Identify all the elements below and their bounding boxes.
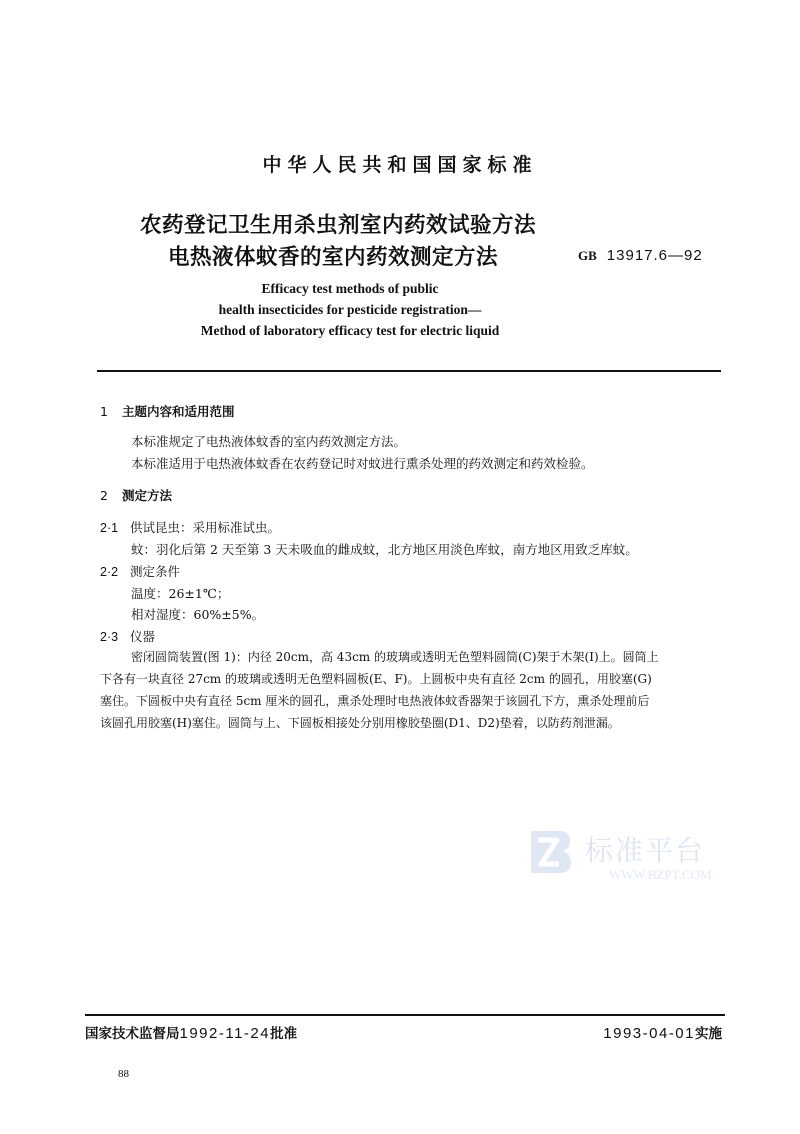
title-en-line-1: Efficacy test methods of public <box>261 281 439 296</box>
effective-suffix: 实施 <box>695 1026 722 1042</box>
watermark <box>527 827 747 887</box>
paragraph: 蚊：羽化后第 2 天至第 3 天未吸血的雌成蚊，北方地区用淡色库蚊，南方地区用致乏库蚊。 <box>131 542 638 557</box>
section-title: 测定方法 <box>122 488 173 503</box>
section-title: 主题内容和适用范围 <box>122 404 235 419</box>
watermark-url: WWW.BZPT.COM <box>609 867 712 882</box>
section-1-heading <box>100 402 235 420</box>
watermark-text: 标准平台 <box>585 834 706 867</box>
paragraph: 密闭圆筒装置(图 1)：内径 20cm，高 43cm 的玻璃或透明无色塑料圆筒(C)架于木架(I)上。圆筒上 <box>131 650 659 664</box>
paragraph: 温度：26±1℃； <box>131 586 230 601</box>
effective-info <box>603 1022 722 1042</box>
section-2-heading <box>100 486 172 504</box>
paragraph: 本标准规定了电热液体蚊香的室内药效测定方法。 <box>131 434 407 449</box>
title-en-line-3: Method of laboratory efficacy test for electric liquid <box>200 323 500 338</box>
header-divider <box>97 370 721 372</box>
paragraph: 相对湿度：60%±5%。 <box>131 607 265 622</box>
subsection-title: 测定条件 <box>130 564 181 579</box>
subsection-2-2-heading <box>100 562 180 580</box>
footer-divider <box>85 1014 725 1016</box>
section-number: 2 <box>100 488 108 503</box>
subsection-title: 供试昆虫：采用标准试虫。 <box>130 520 281 535</box>
title-en <box>0 278 700 341</box>
subsection-number: 2·2 <box>100 565 119 579</box>
title-cn-line-1: 农药登记卫生用杀虫剂室内药效试验方法 <box>140 213 537 238</box>
standard-code: 13917.6—92 <box>606 247 703 264</box>
section-number: 1 <box>100 404 108 419</box>
paragraph: 下各有一块直径 27cm 的玻璃或透明无色塑料圆板(E、F)。上圆板中央有直径 2cm 的圆孔，用胶塞(G) <box>100 672 652 686</box>
title-en-line-2: health insecticides for pesticide registration— <box>218 302 482 317</box>
national-standard-label: 中华人民共和国国家标准 <box>262 154 538 176</box>
paragraph: 本标准适用于电热液体蚊香在农药登记时对蚊进行熏杀处理的药效测定和药效检验。 <box>131 456 594 471</box>
subsection-2-1-heading <box>100 518 280 536</box>
approval-suffix: 批准 <box>270 1026 298 1042</box>
paragraph: 塞住。下圆板中央有直径 5cm 厘米的圆孔，熏杀处理时电热液体蚊香器架于该圆孔下方，熏杀处理前后 <box>100 694 650 708</box>
subsection-number: 2·1 <box>100 521 119 535</box>
effective-date: 1993-04-01 <box>603 1025 695 1042</box>
standard-prefix: GB <box>578 248 597 263</box>
subsection-title: 仪器 <box>130 629 156 644</box>
standard-number <box>578 247 703 264</box>
paragraph: 该圆孔用胶塞(H)塞住。圆筒与上、下圆板相接处分别用橡胶垫圈(D1、D2)垫着，以防药剂泄漏。 <box>100 716 620 730</box>
title-cn-line-2: 电热液体蚊香的室内药效测定方法 <box>168 245 499 270</box>
page-number: 88 <box>118 1068 129 1080</box>
subsection-2-3-heading <box>100 627 155 645</box>
bzpt-logo-icon <box>527 827 573 877</box>
approval-info <box>85 1022 297 1042</box>
subsection-number: 2·3 <box>100 630 119 644</box>
approval-date: 1992-11-24 <box>179 1025 271 1042</box>
approval-org: 国家技术监督局 <box>85 1026 180 1042</box>
